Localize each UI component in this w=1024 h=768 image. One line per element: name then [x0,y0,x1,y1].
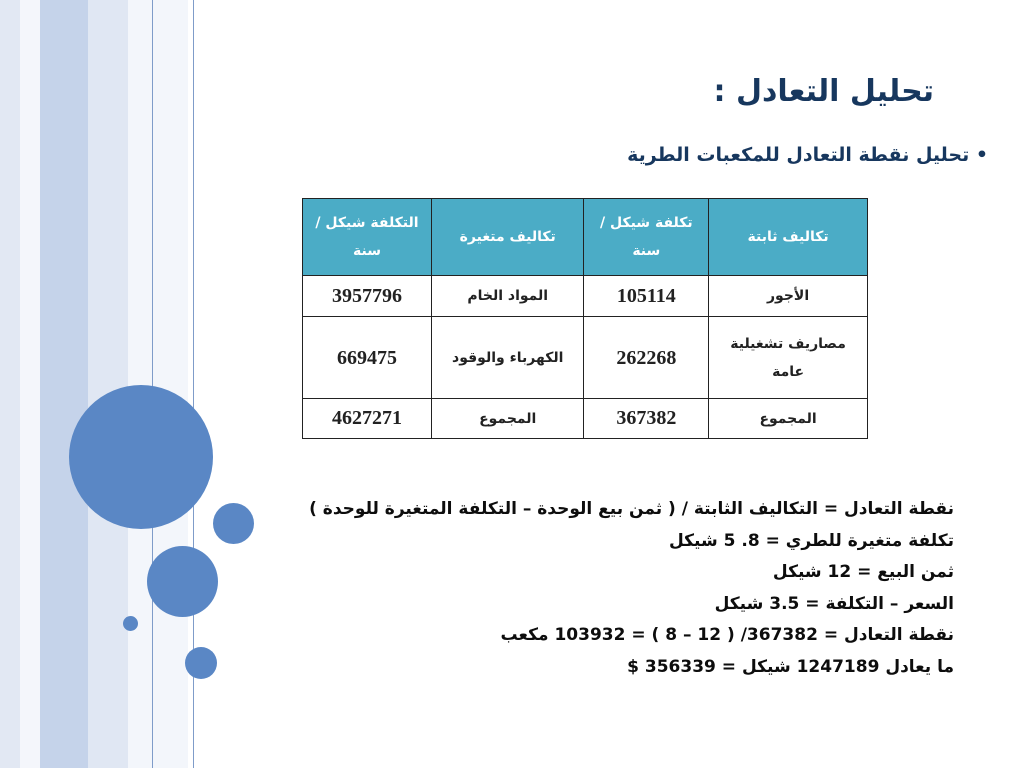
formula-line-6: ما يعادل 1247189 شيكل = 356339 $ [627,656,954,677]
decor-circle-small-2 [185,647,217,679]
table-cell: مصاريف تشغيلية عامة [709,317,868,399]
table-cell: 669475 [303,317,432,399]
decor-band-2 [20,0,40,768]
formula-line-3: ثمن البيع = 12 شيكل [772,562,954,582]
decor-circle-tiny [123,616,138,631]
header-variable-amount: التكلفة شيكل /سنة [303,199,432,276]
table-row [303,276,868,317]
slide-title: تحليل التعادل : [713,74,934,109]
decor-band-4 [88,0,128,768]
bullet-subtitle: • تحليل نقطة التعادل للمكعبات الطرية [627,144,988,166]
decor-line-1 [152,0,153,768]
formula-line-5: نقطة التعادل = 367382/ ( 12 – 8 ) = 103932 مكعب [500,625,954,645]
table-cell: 105114 [584,276,709,317]
table-cell: 4627271 [303,399,432,439]
table-cell: الأجور [709,276,868,317]
header-fixed-costs: تكاليف ثابتة [709,199,868,276]
table-row [303,399,868,439]
formula-line-4: السعر – التكلفة = 3.5 شيكل [714,593,954,614]
table-cell: المواد الخام [432,276,584,317]
decor-band-5 [128,0,188,768]
header-fixed-amount: تكلفة شيكل / سنة [584,199,709,276]
header-variable-costs: تكاليف متغيرة [432,199,584,276]
table-cell: المجموع [709,399,868,439]
table-row [303,317,868,399]
decor-circle-medium [147,546,218,617]
table-cell: 367382 [584,399,709,439]
table-cell: 262268 [584,317,709,399]
table-header-row [303,199,868,276]
decor-band-1 [0,0,20,768]
formula-line-1: نقطة التعادل = التكاليف الثابتة / ( ثمن بيع الوحدة – التكلفة المتغيرة للوحدة ) [309,499,954,519]
table-cell: 3957796 [303,276,432,317]
cost-table [302,198,868,439]
decor-band-3 [40,0,88,768]
table-cell: الكهرباء والوقود [432,317,584,399]
formula-block [254,494,954,683]
decor-circle-small-1 [213,503,254,544]
decor-circle-large [69,385,213,529]
table-cell: المجموع [432,399,584,439]
formula-line-2: تكلفة متغيرة للطري = 8. 5 شيكل [668,530,954,551]
